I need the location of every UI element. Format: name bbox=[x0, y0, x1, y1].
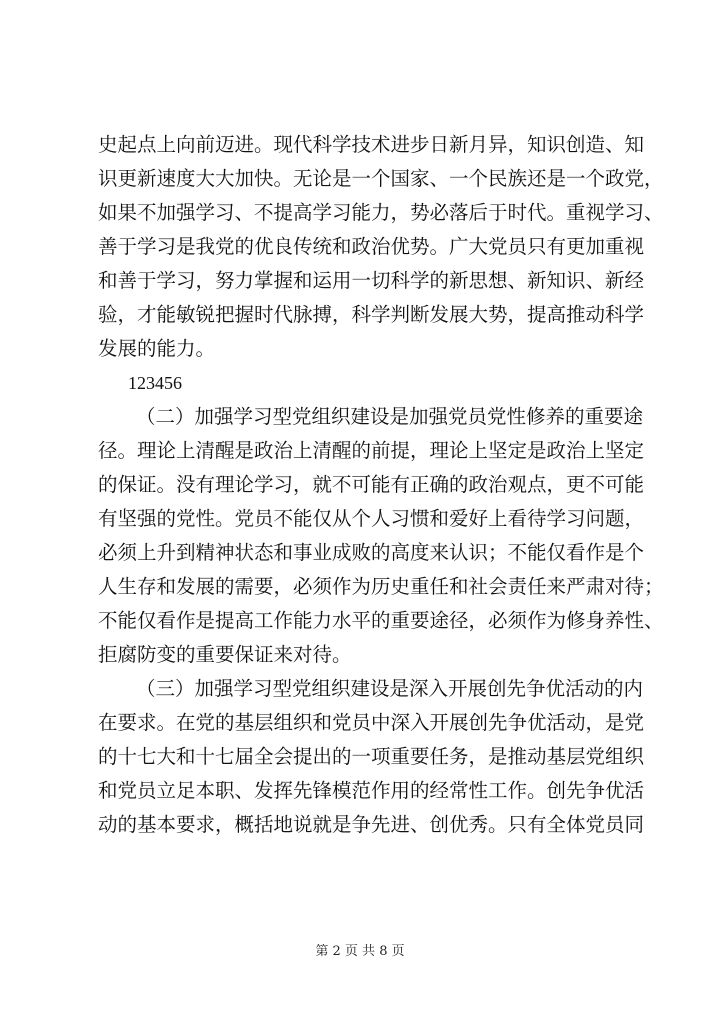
paragraph-2-line: 的保证。没有理论学习，就不可能有正确的政治观点，更不可能 bbox=[98, 473, 645, 496]
paragraph-3-line: 动的基本要求，概括地说就是争先进、创优秀。只有全体党员同 bbox=[98, 813, 645, 836]
paragraph-2-line: 拒腐防变的重要保证来对待。 bbox=[98, 643, 352, 666]
paragraph-1-line: 发展的能力。 bbox=[98, 337, 216, 360]
paragraph-1-line: 如果不加强学习、不提高学习能力，势必落后于时代。重视学习、 bbox=[98, 201, 664, 224]
number-line: 123456 bbox=[128, 373, 182, 393]
paragraph-1-line: 验，才能敏锐把握时代脉搏，科学判断发展大势，提高推动科学 bbox=[98, 303, 645, 326]
paragraph-2-line: 必须上升到精神状态和事业成败的高度来认识；不能仅看作是个 bbox=[98, 541, 645, 564]
paragraph-3-line: 的十七大和十七届全会提出的一项重要任务，是推动基层党组织 bbox=[98, 745, 645, 768]
paragraph-1-line: 善于学习是我党的优良传统和政治优势。广大党员只有更加重视 bbox=[98, 235, 645, 258]
paragraph-2-line: 人生存和发展的需要，必须作为历史重任和社会责任来严肃对待； bbox=[98, 575, 664, 598]
page-footer: 第 2 页 共 8 页 bbox=[315, 944, 405, 959]
paragraph-2-line: 不能仅看作是提高工作能力水平的重要途径，必须作为修身养性、 bbox=[98, 609, 664, 632]
paragraph-3-line: 在要求。在党的基层组织和党员中深入开展创先争优活动，是党 bbox=[98, 711, 645, 734]
paragraph-3-line: （三）加强学习型党组织建设是深入开展创先争优活动的内 bbox=[136, 677, 644, 700]
body-text bbox=[98, 128, 664, 842]
paragraph-2-line: （二）加强学习型党组织建设是加强党员党性修养的重要途 bbox=[136, 405, 644, 428]
paragraph-1-line: 识更新速度大大加快。无论是一个国家、一个民族还是一个政党， bbox=[98, 167, 664, 190]
paragraph-2-line: 径。理论上清醒是政治上清醒的前提，理论上坚定是政治上坚定 bbox=[98, 439, 645, 462]
paragraph-1-line: 史起点上向前迈进。现代科学技术进步日新月异，知识创造、知 bbox=[98, 133, 645, 156]
paragraph-2-line: 有坚强的党性。党员不能仅从个人习惯和爱好上看待学习问题， bbox=[98, 507, 645, 530]
paragraph-3-line: 和党员立足本职、发挥先锋模范作用的经常性工作。创先争优活 bbox=[98, 779, 645, 802]
paragraph-1-line: 和善于学习，努力掌握和运用一切科学的新思想、新知识、新经 bbox=[98, 269, 645, 292]
